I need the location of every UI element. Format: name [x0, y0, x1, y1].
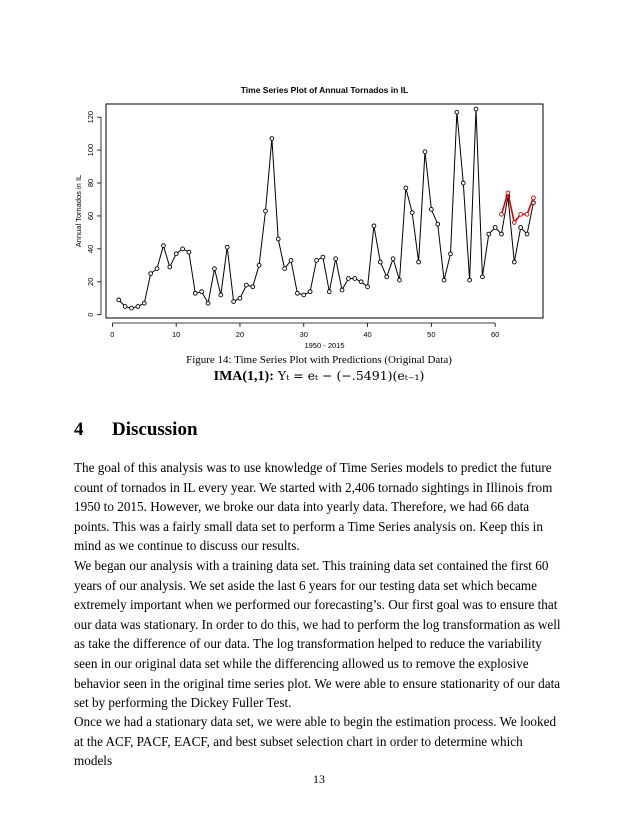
observed-series-line [119, 109, 534, 308]
observed-point [187, 250, 191, 254]
paragraph-training: We began our analysis with a training data set. This training data set contained the first 60 years of our analysis. We set aside the last 6 years for our testing data set which became extremely important when we performed our forecasting’s. Our first goal was to ensure that our data was stationary. In order to do this, we had to perform the log transformation as well as take the difference of our data. The log transformation helped to reduce the variability seen in our original data set while the differencing allowed us to remove the explosive behavior seen in the original time series plot. We were able to ensure stationarity of our data set by performing the Dickey Fuller Test. [74, 558, 561, 711]
observed-point [327, 290, 331, 294]
observed-point [404, 186, 408, 190]
y-tick-label: 60 [86, 211, 95, 221]
prediction-point [525, 212, 529, 216]
observed-point [270, 137, 274, 141]
observed-point [410, 211, 414, 215]
observed-point [193, 291, 197, 295]
observed-point [519, 226, 523, 230]
observed-point [232, 300, 236, 304]
observed-point [423, 150, 427, 154]
paragraph-goal: The goal of this analysis was to use knowledge of Time Series models to predict the future count of tornados in IL every year. We started with 2,406 tornado sightings in Illinois from 1950 to 2015. However, we broke our data into yearly data. Therefore, we had 66 data points. This was a fairly small data set to perform a Time Series analysis on. Keep this in mind as we continue to discuss our results. [74, 460, 553, 554]
page-number: 13 [313, 772, 325, 786]
y-tick-label: 80 [86, 178, 95, 188]
x-tick-label: 0 [110, 330, 115, 339]
observed-point [168, 265, 172, 269]
prediction-point [506, 191, 510, 195]
prediction-point [500, 212, 504, 216]
observed-point [480, 275, 484, 279]
observed-point [276, 237, 280, 241]
observed-point [366, 285, 370, 289]
y-axis-label: Annual Tornados in IL [74, 174, 83, 248]
observed-point [315, 258, 319, 262]
x-tick-label: 20 [235, 330, 245, 339]
section-title: Discussion [112, 419, 198, 440]
section-heading [74, 419, 198, 441]
observed-point [117, 298, 121, 302]
observed-point [398, 278, 402, 282]
observed-point [302, 293, 306, 297]
observed-point [321, 255, 325, 259]
prediction-point [519, 212, 523, 216]
observed-point [353, 277, 357, 281]
observed-point [436, 222, 440, 226]
y-tick-label: 20 [86, 277, 95, 286]
observed-point [417, 260, 421, 264]
x-axis-label: 1950 - 2015 [304, 341, 345, 350]
model-equation [0, 368, 638, 385]
observed-point [525, 232, 529, 236]
x-tick-label: 50 [427, 330, 436, 339]
observed-point [391, 257, 395, 261]
observed-point [149, 272, 153, 276]
observed-point [487, 232, 491, 236]
equation-label: IMA(1,1): [213, 369, 274, 384]
x-tick-label: 40 [363, 330, 372, 339]
prediction-point [512, 221, 516, 225]
x-tick-label: 30 [299, 330, 308, 339]
observed-point [295, 291, 299, 295]
observed-point [372, 224, 376, 228]
observed-point [213, 267, 217, 271]
observed-point [442, 278, 446, 282]
y-tick-label: 120 [86, 110, 95, 124]
time-series-chart [0, 0, 638, 350]
y-tick-label: 0 [86, 312, 95, 317]
observed-point [359, 280, 363, 284]
y-tick-label: 40 [86, 244, 95, 254]
observed-point [385, 275, 389, 279]
x-tick-label: 10 [172, 330, 181, 339]
observed-point [238, 296, 242, 300]
prediction-point [532, 196, 536, 200]
observed-point [181, 247, 185, 251]
observed-point [500, 232, 504, 236]
observed-point [225, 245, 229, 249]
equation-body: Yₜ = eₜ − (−.5491)(eₜ₋₁) [273, 368, 425, 383]
observed-point [130, 306, 134, 310]
observed-point [474, 107, 478, 111]
observed-point [461, 181, 465, 185]
observed-point [200, 290, 204, 294]
chart-title: Time Series Plot of Annual Tornados in IL [240, 85, 409, 95]
observed-point [308, 290, 312, 294]
observed-point [340, 288, 344, 292]
x-tick-label: 60 [490, 330, 500, 339]
observed-point [155, 267, 159, 271]
observed-point [347, 277, 351, 281]
observed-point [283, 267, 287, 271]
observed-point [289, 258, 293, 262]
observed-point [378, 260, 382, 264]
observed-point [162, 244, 166, 248]
observed-point [219, 293, 223, 297]
observed-point [251, 285, 255, 289]
observed-point [455, 110, 459, 114]
figure-caption: Figure 14: Time Series Plot with Predictions (Original Data) [186, 354, 452, 366]
observed-point [334, 257, 338, 261]
observed-point [174, 252, 178, 256]
section-number: 4 [74, 419, 84, 440]
observed-point [429, 207, 433, 211]
y-tick-label: 100 [86, 143, 95, 157]
observed-point [264, 209, 268, 213]
paragraph-estimation: Once we had a stationary data set, we were able to begin the estimation process. We looked at the ACF, PACF, EACF, and best subset selection chart in order to determine which models [74, 714, 557, 769]
observed-point [257, 263, 261, 267]
observed-point [206, 301, 210, 305]
observed-point [493, 226, 497, 230]
observed-point [244, 283, 248, 287]
observed-point [142, 301, 146, 305]
observed-point [468, 278, 472, 282]
observed-point [449, 252, 453, 256]
observed-point [512, 260, 516, 264]
observed-point [136, 305, 140, 309]
observed-point [123, 305, 127, 309]
